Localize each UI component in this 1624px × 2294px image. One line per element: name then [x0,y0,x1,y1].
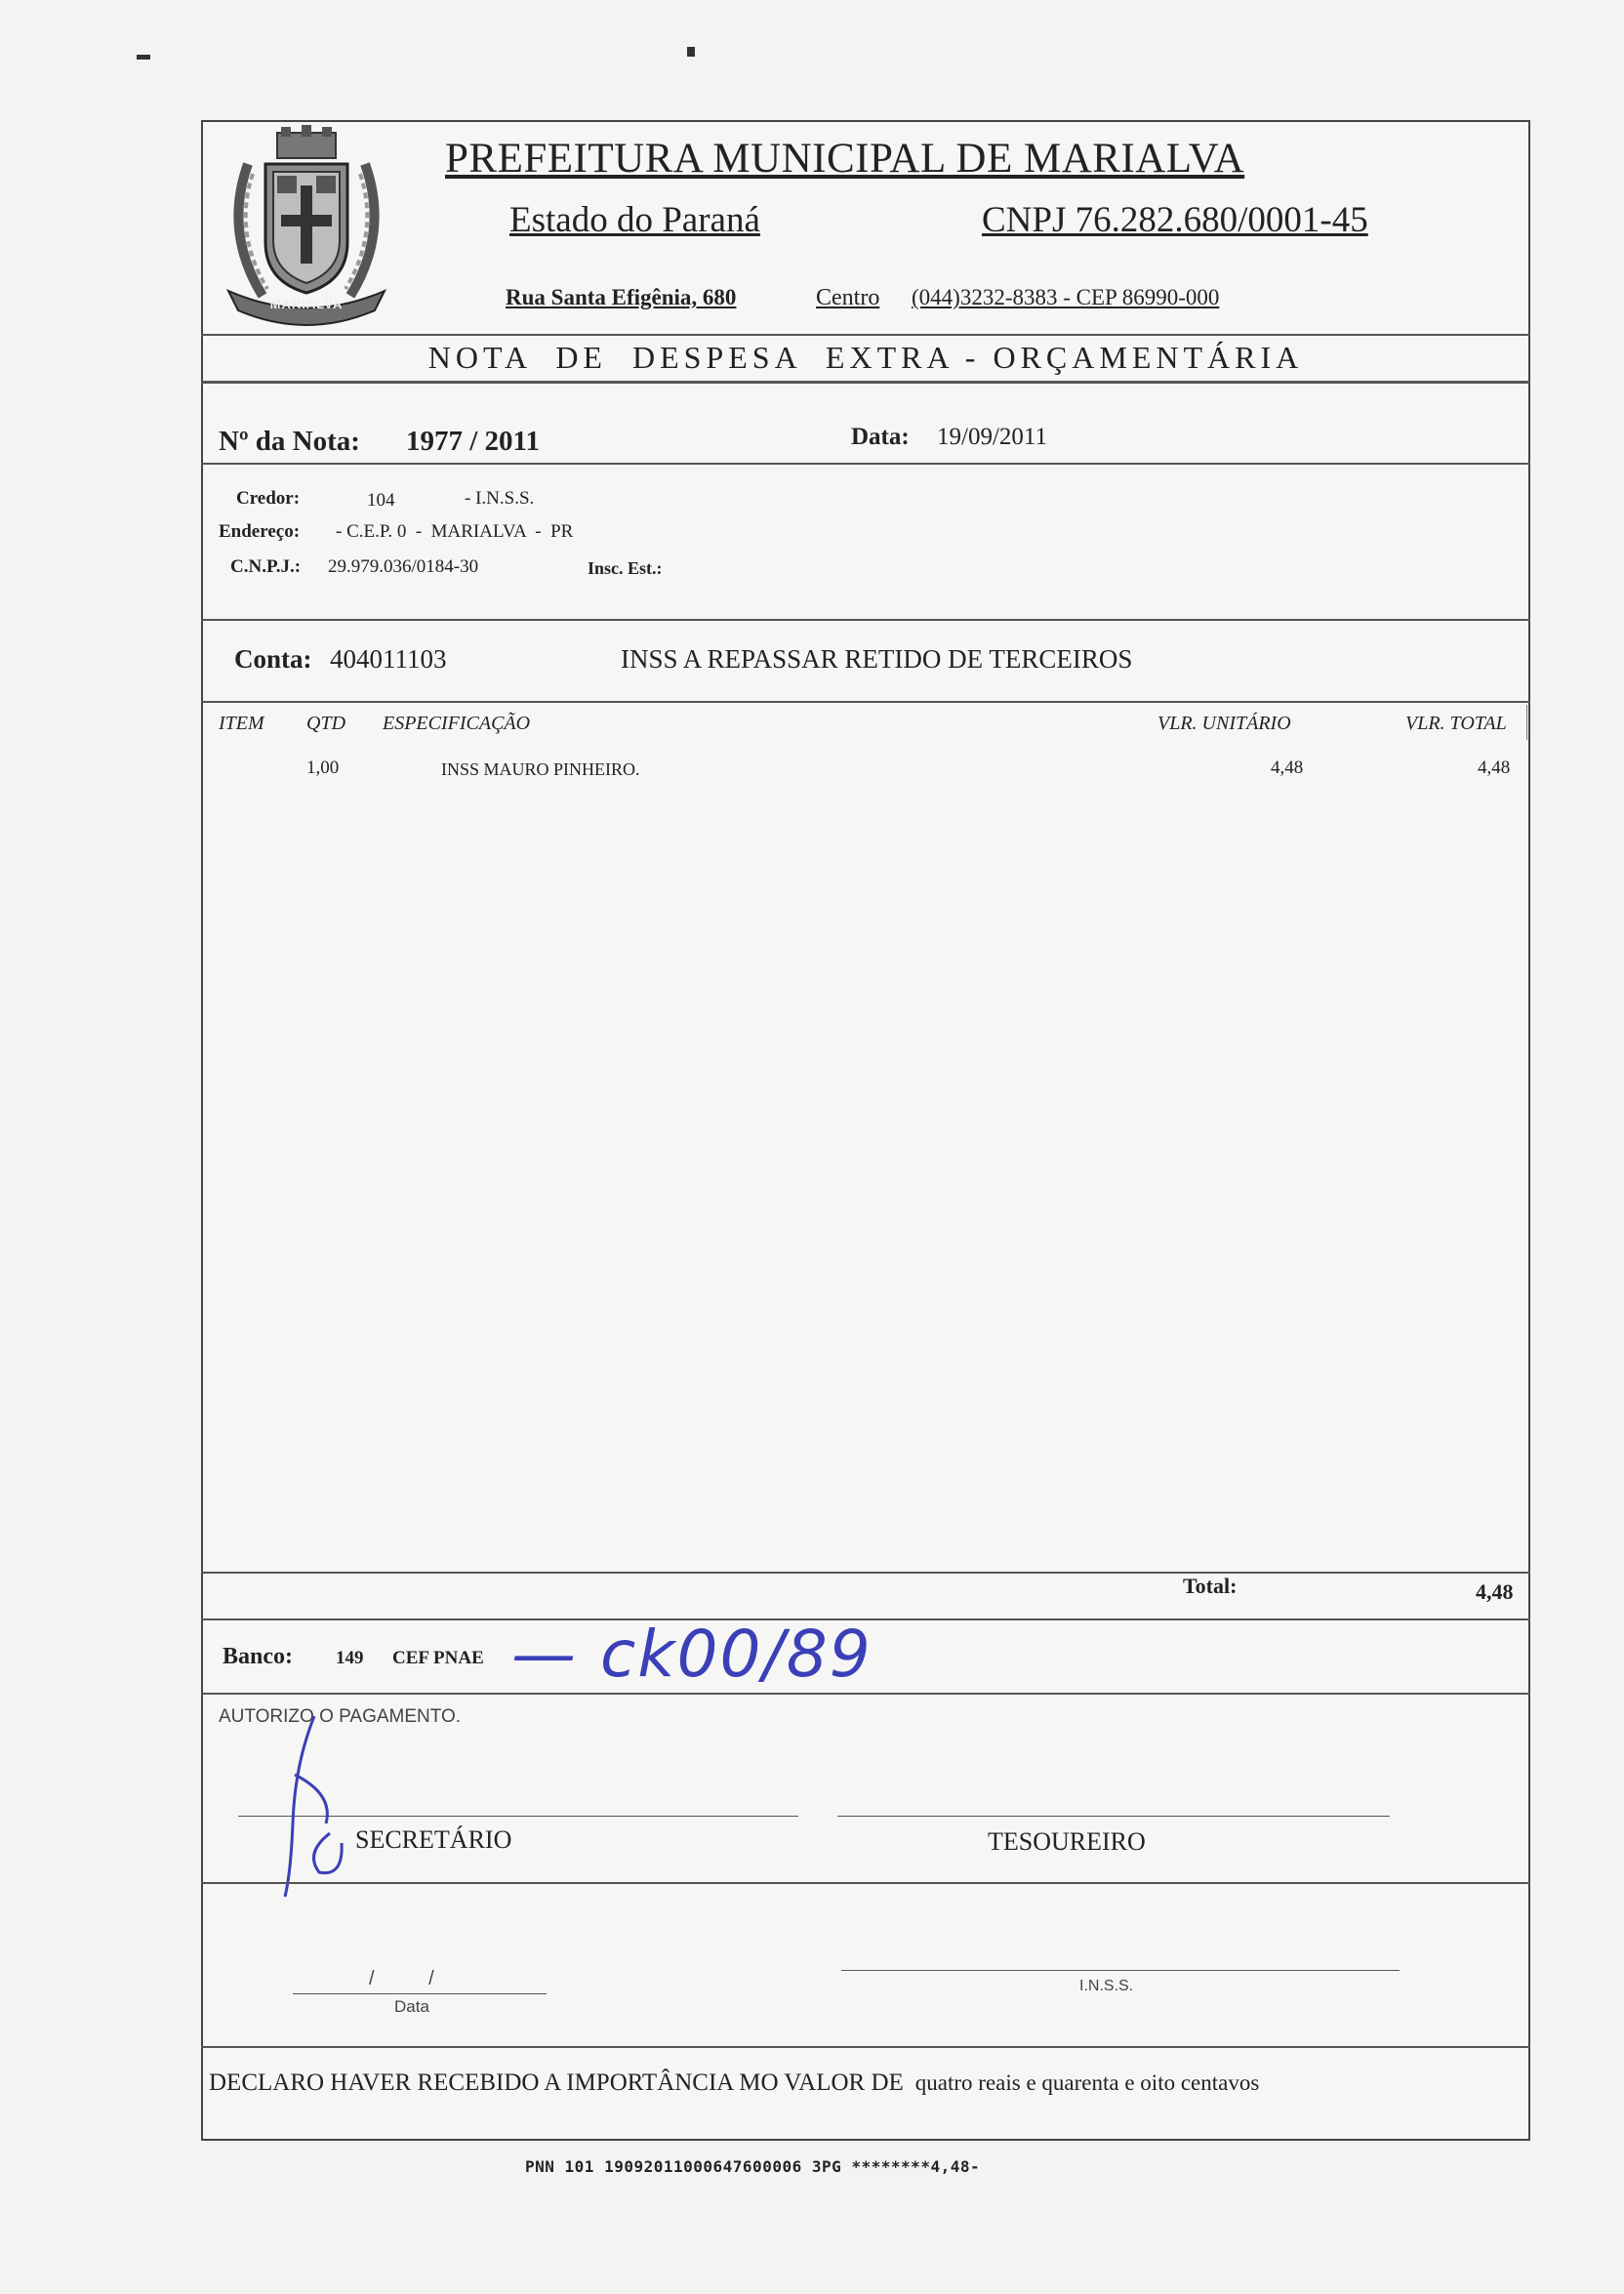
date-label: Data: [851,424,910,450]
nota-label: Nº da Nota: [219,426,360,457]
signature-line-inss [841,1970,1400,1971]
col-header-item: ITEM [219,713,264,734]
handwritten-signature [265,1706,353,1902]
secretario-label: SECRETÁRIO [355,1825,512,1854]
declaration-prefix: DECLARO HAVER RECEBIDO A IMPORTÂNCIA MO VALOR DE [209,2069,904,2096]
header-phone-cep: (044)3232-8383 - CEP 86990-000 [912,285,1220,309]
table-row [201,752,1530,785]
endereco-label: Endereço: [219,521,301,542]
total-label: Total: [1183,1574,1238,1598]
row-vlr-total: 4,48 [1478,758,1511,778]
col-header-qtd: QTD [306,713,346,734]
scan-speck [137,55,150,60]
col-header-especificacao: ESPECIFICAÇÃO [383,713,531,734]
col-header-vlr-total: VLR. TOTAL [1405,713,1507,734]
col-header-vlr-unitario: VLR. UNITÁRIO [1157,713,1291,734]
header-district: Centro [816,285,880,310]
coat-of-arms-logo [209,125,404,330]
declaration-text [209,2069,1259,2097]
state-name: Estado do Paraná [509,200,760,240]
crest-ribbon-text: MARIALVA [269,297,344,311]
row-especificacao: INSS MAURO PINHEIRO. [441,759,640,779]
scan-speck [687,47,695,57]
insc-est-label: Insc. Est.: [588,558,663,578]
date-slashes: / / [369,1968,434,1989]
org-name: PREFEITURA MUNICIPAL DE MARIALVA [445,136,1245,182]
conta-description: INSS A REPASSAR RETIDO DE TERCEIROS [621,644,1133,674]
cnpj-header: CNPJ 76.282.680/0001-45 [982,200,1368,240]
conta-label: Conta: [234,644,312,674]
tesoureiro-label: TESOUREIRO [988,1827,1146,1856]
inss-caption: I.N.S.S. [1079,1978,1134,1994]
endereco-value: - C.E.P. 0 - MARIALVA - PR [336,521,574,542]
credor-name: - I.N.S.S. [465,488,535,509]
autorizo-text: AUTORIZO O PAGAMENTO. [219,1706,462,1727]
credor-code: 104 [367,490,395,511]
credor-label: Credor: [236,488,301,509]
declaration-amount-words: quatro reais e quarenta e oito centavos [914,2070,1260,2095]
document-title: NOTA DE DESPESA EXTRA - ORÇAMENTÁRIA [427,340,1304,375]
conta-number: 404011103 [330,644,447,674]
cnpj-value: 29.979.036/0184-30 [328,556,479,577]
nota-number: 1977 / 2011 [406,426,540,457]
row-qtd: 1,00 [306,758,340,778]
signature-line-tesoureiro [837,1816,1390,1817]
date-caption: Data [394,1997,429,2016]
date-line [293,1993,547,1994]
banco-label: Banco: [223,1644,293,1669]
banco-name: CEF PNAE [392,1648,484,1668]
header-address: Rua Santa Efigênia, 680 [506,285,737,309]
handwritten-account-note: — ck00/89 [511,1617,873,1692]
footer-machine-code: PNN 101 19092011000647600006 3PG ********4,48- [525,2157,981,2176]
row-vlr-unitario: 4,48 [1271,758,1304,778]
total-value: 4,48 [1476,1579,1514,1604]
cnpj-label: C.N.P.J.: [230,556,302,577]
date-value: 19/09/2011 [937,424,1047,450]
banco-code: 149 [336,1648,364,1668]
